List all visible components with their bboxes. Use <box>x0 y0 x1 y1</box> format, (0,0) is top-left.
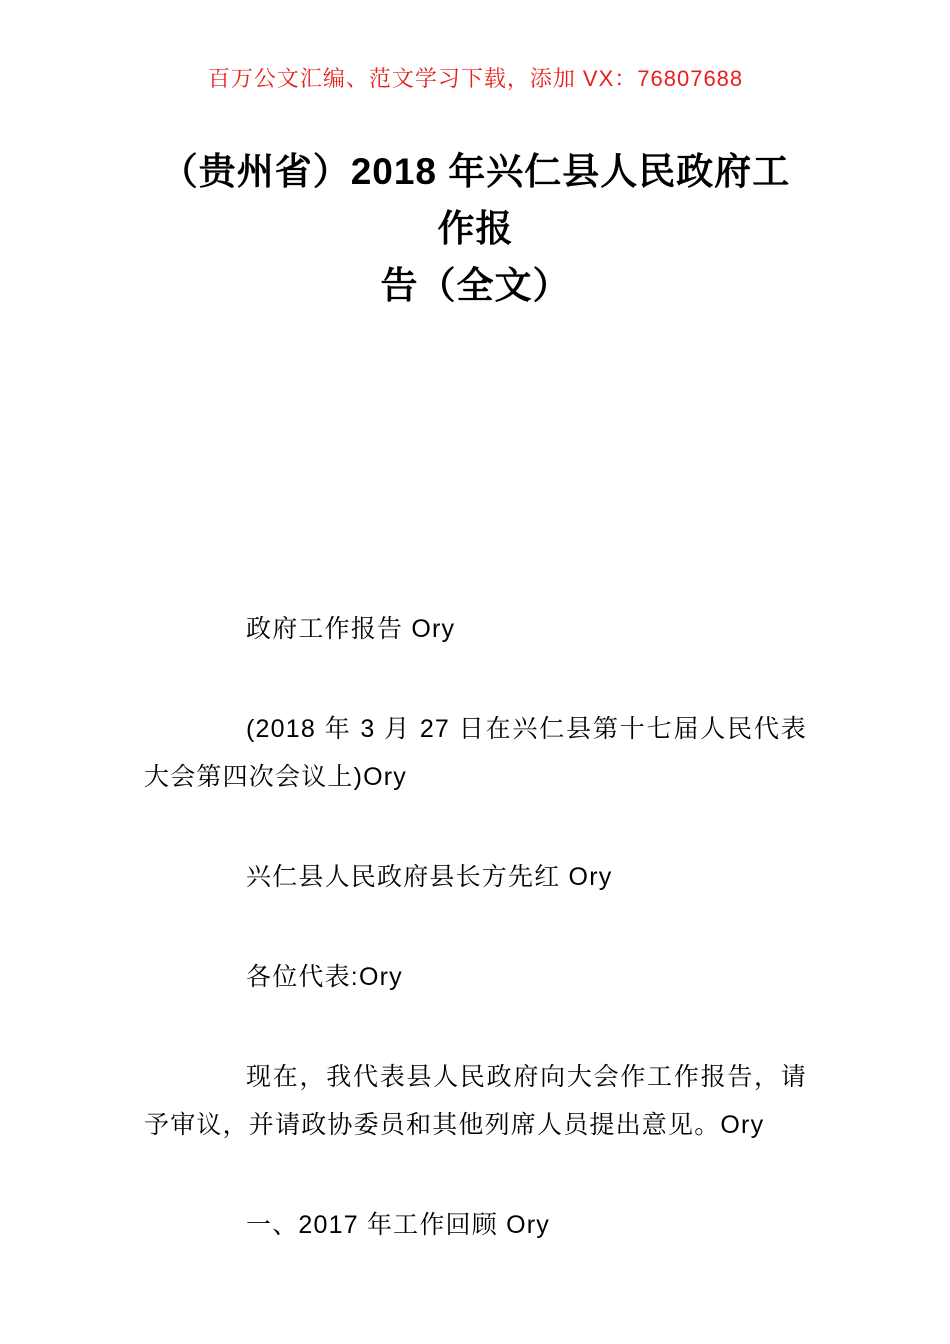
paragraph-session-note: (2018 年 3 月 27 日在兴仁县第十七届人民代表大会第四次会议上)Ory <box>144 715 807 791</box>
paragraph-report-heading: 政府工作报告 Ory <box>246 615 456 643</box>
paragraph-author: 兴仁县人民政府县长方先红 Ory <box>246 863 613 891</box>
paragraph-salutation: 各位代表:Ory <box>246 963 403 991</box>
promo-banner: 百万公文汇编、范文学习下载，添加 VX：76807688 <box>207 66 744 91</box>
paragraph-section-heading: 一、2017 年工作回顾 Ory <box>246 1211 550 1239</box>
document-title-line-2: 告（全文） <box>380 265 571 306</box>
document-body <box>144 605 807 1249</box>
paragraph-intro: 现在，我代表县人民政府向大会作工作报告，请予审议，并请政协委员和其他列席人员提出意见。Ory <box>144 1063 807 1139</box>
document-title-line-1: （贵州省）2018 年兴仁县人民政府工作报 <box>160 151 791 249</box>
document-title <box>144 143 807 314</box>
